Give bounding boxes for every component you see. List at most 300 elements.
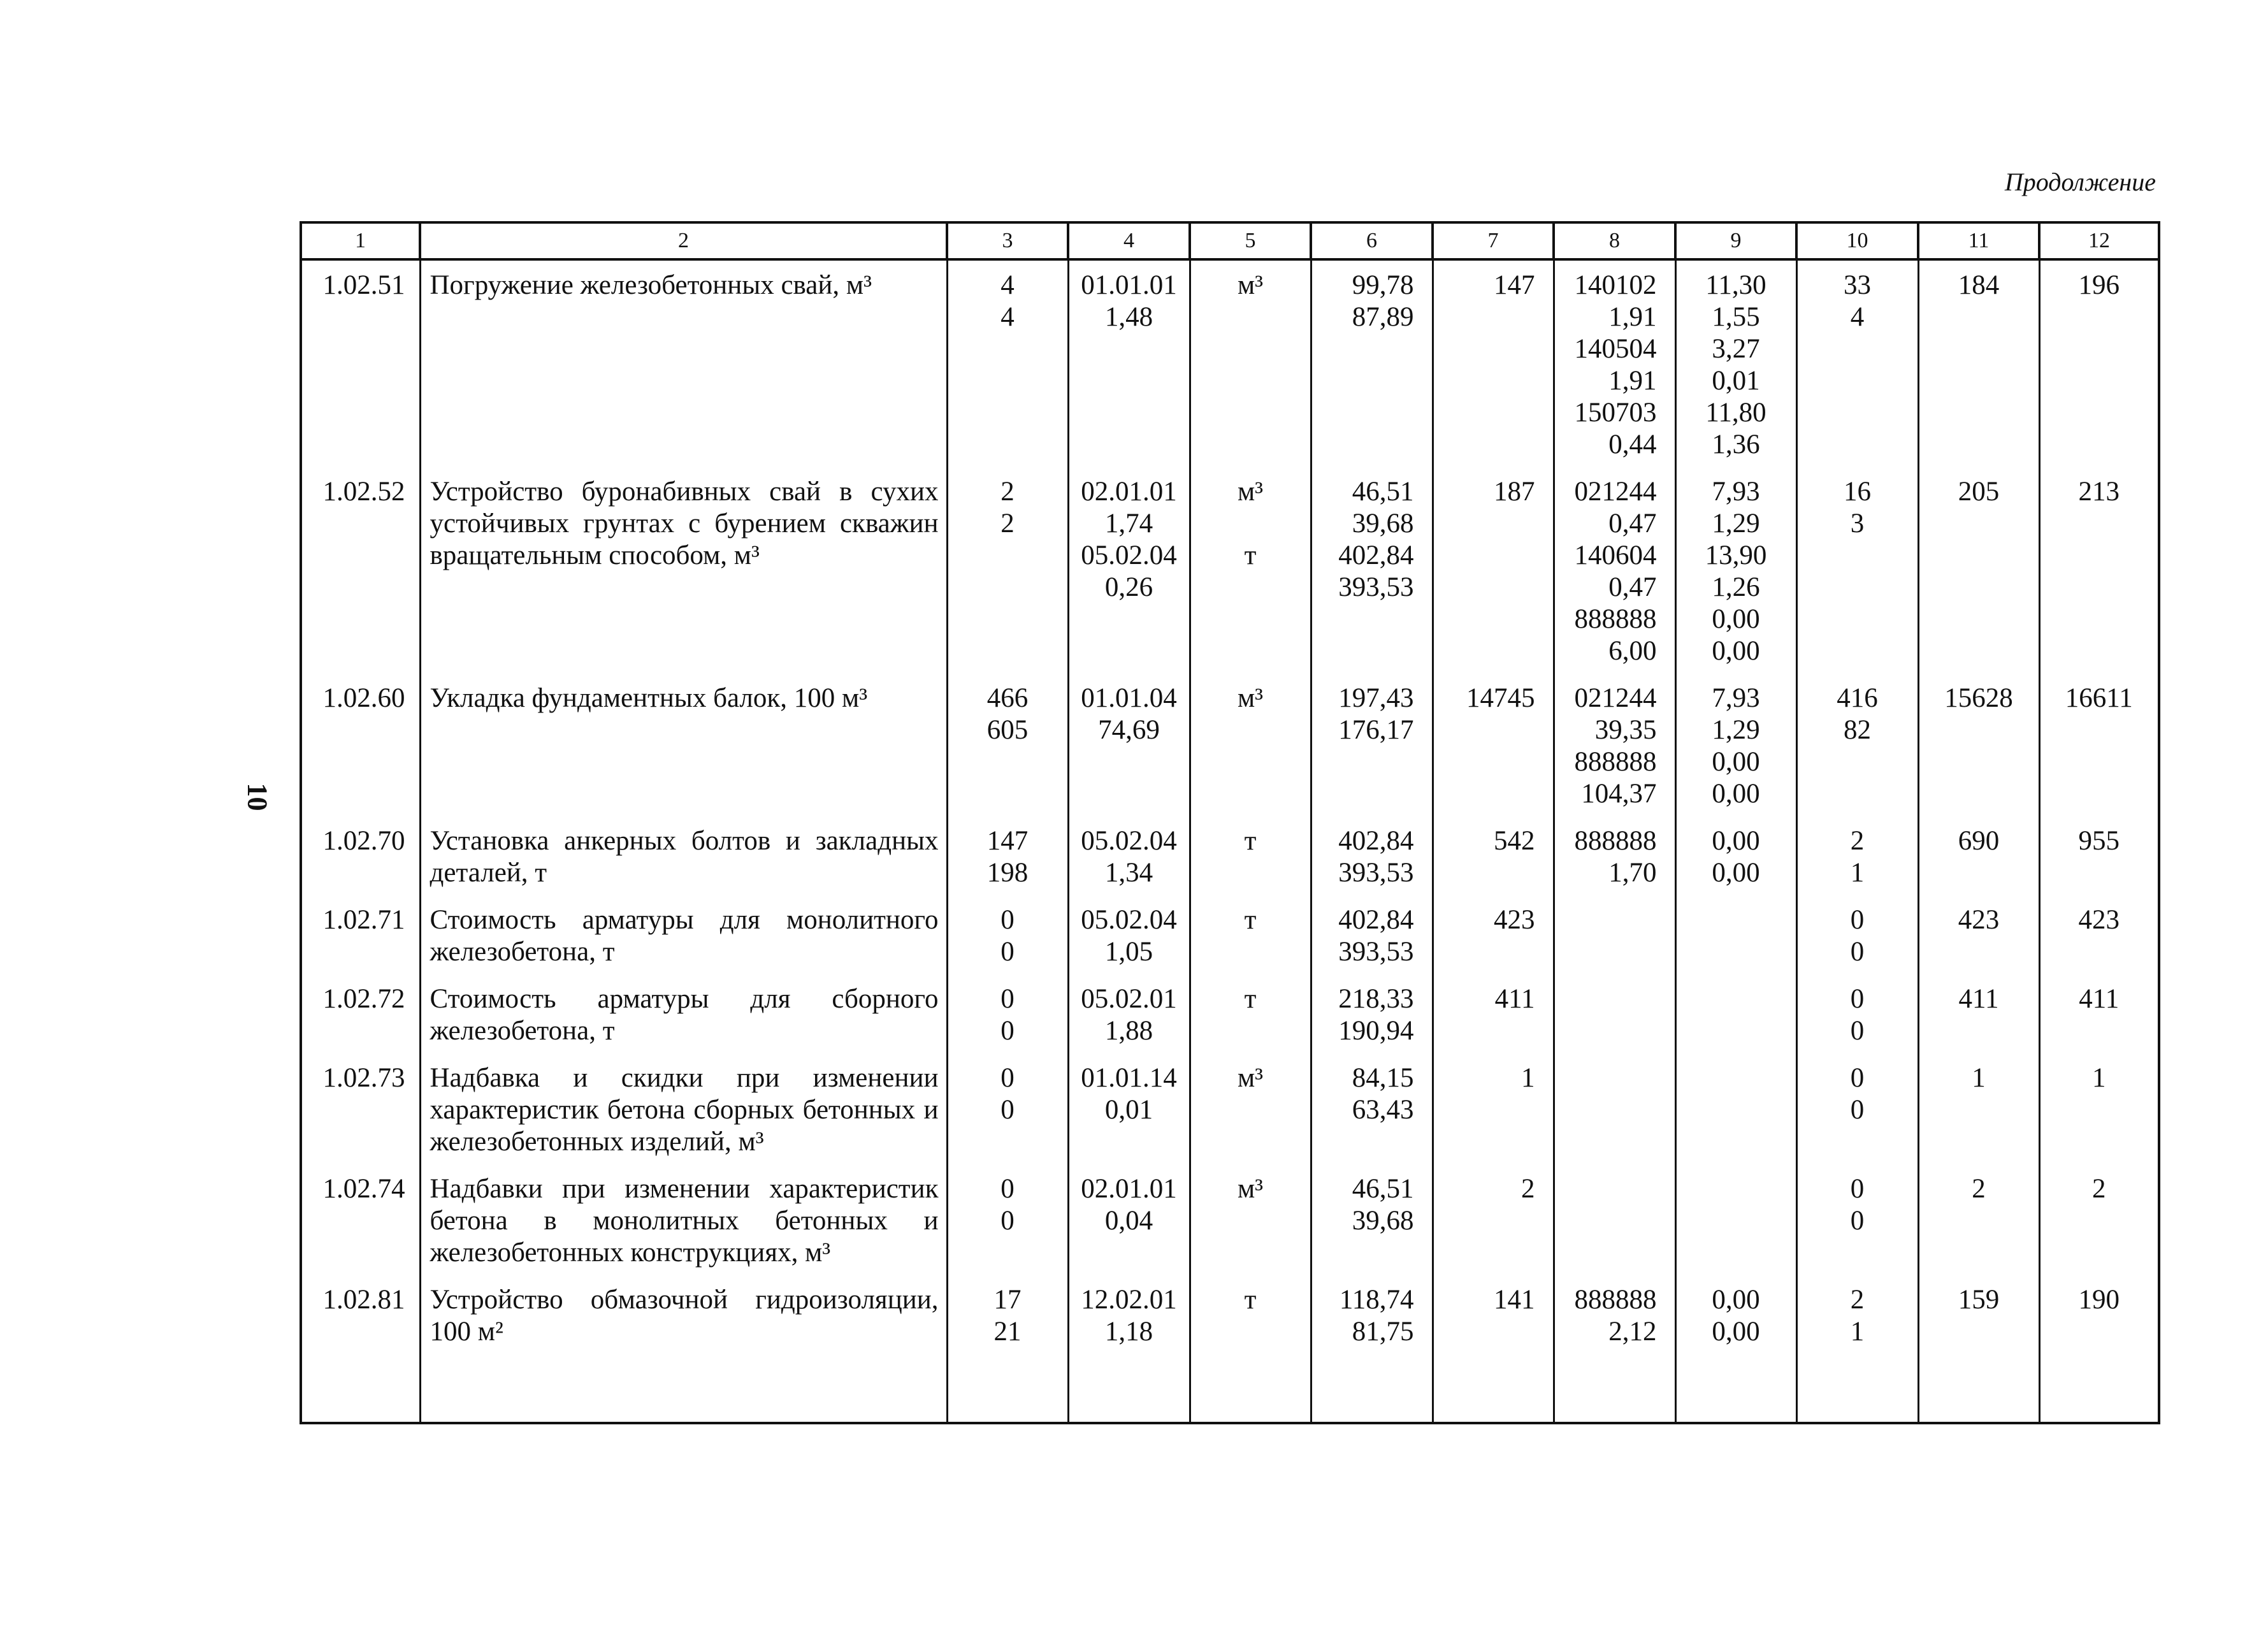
cell-line: 147 (986, 826, 1029, 856)
cell-col8 (1554, 259, 1675, 470)
cell-line: 2 (1000, 477, 1015, 507)
cell-line: 416 (1837, 683, 1878, 713)
cell-col3 (947, 1167, 1068, 1278)
cell-code: 1.02.71 (301, 898, 420, 977)
cell-line: 1,26 (1712, 572, 1760, 602)
cell-line: 4 (1000, 302, 1015, 332)
cell-line: 213 (2078, 477, 2120, 507)
cell-col11 (1918, 1278, 2039, 1357)
cell-line: 190 (2078, 1285, 2120, 1315)
empty-cell (1433, 1357, 1554, 1423)
cell-line: 0 (1000, 1016, 1015, 1046)
empty-cell (1796, 1357, 1918, 1423)
cell-line: 1,05 (1104, 937, 1153, 967)
cell-col7 (1433, 1278, 1554, 1357)
cell-col9 (1675, 259, 1796, 470)
cell-line (1191, 508, 1310, 540)
empty-cell (947, 1357, 1068, 1423)
cell-col6 (1311, 676, 1433, 819)
cell-line: 11,80 (1705, 398, 1766, 428)
cell-line: 0,00 (1712, 858, 1760, 888)
column-header: 8 (1554, 222, 1675, 259)
cell-line: 17 (993, 1285, 1022, 1315)
cell-col10 (1796, 898, 1918, 977)
cell-col10 (1796, 470, 1918, 676)
cell-line: 01.01.04 (1081, 683, 1177, 713)
cell-col6 (1311, 470, 1433, 676)
cell-col7 (1433, 1167, 1554, 1278)
cell-col9 (1675, 819, 1796, 898)
cell-col6 (1311, 819, 1433, 898)
cell-line: 0 (1850, 1063, 1865, 1093)
cell-line: 4 (1000, 270, 1015, 300)
cell-line: 1,70 (1608, 858, 1657, 888)
cell-line: 0 (1850, 905, 1865, 935)
cell-line: 118,74 (1339, 1285, 1414, 1315)
cell-col11 (1918, 676, 2039, 819)
cell-line: 205 (1958, 477, 2000, 507)
cell-line: 2 (1000, 509, 1015, 539)
cell-line: т (1244, 905, 1257, 935)
cell-code: 1.02.72 (301, 977, 420, 1056)
cell-col4 (1068, 1278, 1190, 1357)
cell-col9 (1675, 470, 1796, 676)
cell-line: 2 (1521, 1174, 1535, 1204)
cell-col10 (1796, 1278, 1918, 1357)
cell-line: 16611 (2065, 683, 2133, 713)
cell-line: 423 (2078, 905, 2120, 935)
cell-col9 (1675, 1056, 1796, 1167)
cell-line: 0 (1850, 1206, 1865, 1236)
cell-line: 159 (1958, 1285, 2000, 1315)
cell-line: 14745 (1466, 683, 1535, 713)
cell-line: м³ (1237, 270, 1264, 300)
cell-col10 (1796, 977, 1918, 1056)
cell-line: 4 (1850, 302, 1865, 332)
cell-col3 (947, 676, 1068, 819)
cell-col12 (2039, 1056, 2159, 1167)
cell-line: 7,93 (1712, 683, 1760, 713)
cell-col3 (947, 470, 1068, 676)
cell-line: 7,93 (1712, 477, 1760, 507)
cell-line: 141 (1494, 1285, 1535, 1315)
cell-line: 05.02.01 (1081, 984, 1177, 1014)
cell-line: 2,12 (1608, 1317, 1657, 1347)
cell-col12 (2039, 259, 2159, 470)
cell-line: 423 (1958, 905, 2000, 935)
cell-line: 33 (1844, 270, 1871, 300)
cell-line: 147 (1494, 270, 1535, 300)
cell-line: 0 (1000, 937, 1015, 967)
cell-line: 0,00 (1712, 779, 1760, 809)
cell-line: 690 (1958, 826, 2000, 856)
cell-col3 (947, 898, 1068, 977)
cell-col11 (1918, 1167, 2039, 1278)
cell-line: 39,68 (1352, 1206, 1414, 1236)
cell-line: 0 (1000, 905, 1015, 935)
cell-line: 1 (1850, 858, 1865, 888)
cell-col9 (1675, 977, 1796, 1056)
cell-line: 0,01 (1712, 366, 1760, 396)
table-row (301, 898, 2159, 977)
cell-line: 05.02.04 (1081, 540, 1177, 570)
cell-col7 (1433, 676, 1554, 819)
cell-col12 (2039, 898, 2159, 977)
column-header: 7 (1433, 222, 1554, 259)
column-header: 1 (301, 222, 420, 259)
cell-line: 2 (2092, 1174, 2106, 1204)
cell-line: 402,84 (1338, 905, 1414, 935)
cell-line: 0,04 (1104, 1206, 1153, 1236)
cell-col4 (1068, 1056, 1190, 1167)
cell-line: 0 (1000, 1206, 1015, 1236)
cell-line: 198 (986, 858, 1029, 888)
cell-line: 0 (1850, 1174, 1865, 1204)
cell-line: 1,34 (1104, 858, 1153, 888)
cell-col8 (1554, 1167, 1675, 1278)
table-row (301, 470, 2159, 676)
cell-col9 (1675, 898, 1796, 977)
cell-col8 (1554, 676, 1675, 819)
continuation-label: Продолжение (2004, 168, 2156, 196)
column-header: 10 (1796, 222, 1918, 259)
cell-line: 46,51 (1352, 477, 1414, 507)
estimate-table (300, 221, 2160, 1424)
cell-line: м³ (1237, 477, 1264, 507)
cell-line: 2 (1850, 826, 1865, 856)
cell-line: 0,44 (1608, 430, 1657, 459)
cell-line: 39,68 (1352, 509, 1414, 539)
cell-line: 2 (1850, 1285, 1865, 1315)
cell-line: 87,89 (1352, 302, 1414, 332)
cell-line: 1,48 (1104, 302, 1153, 332)
cell-line: 0,47 (1608, 509, 1657, 539)
cell-col12 (2039, 676, 2159, 819)
cell-line: 176,17 (1338, 715, 1414, 745)
cell-line: 888888 (1574, 826, 1657, 856)
cell-col4 (1068, 676, 1190, 819)
cell-line: 63,43 (1352, 1095, 1414, 1125)
cell-work-name: Укладка фундаментных балок, 100 м³ (420, 676, 947, 819)
cell-col4 (1068, 1167, 1190, 1278)
cell-code: 1.02.74 (301, 1167, 420, 1278)
cell-line: 0 (1000, 1095, 1015, 1125)
page-number: 10 (242, 783, 273, 811)
cell-work-name: Погружение железобетонных свай, м³ (420, 259, 947, 470)
cell-unit (1190, 470, 1311, 676)
cell-col12 (2039, 470, 2159, 676)
cell-line: 0 (1000, 1174, 1015, 1204)
cell-work-name: Устройство обмазочной гидроизоляции, 100 м² (420, 1278, 947, 1357)
cell-col6 (1311, 1056, 1433, 1167)
table-row (301, 977, 2159, 1056)
cell-line: 99,78 (1352, 270, 1414, 300)
cell-line: 888888 (1574, 604, 1657, 634)
cell-col7 (1433, 977, 1554, 1056)
cell-line: 0 (1850, 1016, 1865, 1046)
cell-col8 (1554, 819, 1675, 898)
cell-col4 (1068, 259, 1190, 470)
cell-col7 (1433, 1056, 1554, 1167)
cell-line: 402,84 (1338, 826, 1414, 856)
cell-col8 (1554, 470, 1675, 676)
cell-line: 0,00 (1712, 1317, 1760, 1347)
cell-col3 (947, 977, 1068, 1056)
cell-code: 1.02.51 (301, 259, 420, 470)
cell-col7 (1433, 819, 1554, 898)
cell-col10 (1796, 259, 1918, 470)
cell-line: 140504 (1574, 334, 1657, 364)
cell-line: 021244 (1574, 477, 1657, 507)
empty-cell (1068, 1357, 1190, 1423)
cell-work-name: Устройство буронабивных свай в сухих устойчивых грунтах с бурением скважин вращательным способом, м³ (420, 470, 947, 676)
cell-col8 (1554, 1278, 1675, 1357)
cell-line: м³ (1237, 1063, 1264, 1093)
table-row (301, 819, 2159, 898)
cell-col6 (1311, 259, 1433, 470)
cell-col8 (1554, 898, 1675, 977)
cell-col8 (1554, 977, 1675, 1056)
cell-line: 955 (2078, 826, 2120, 856)
cell-line: 01.01.14 (1081, 1063, 1177, 1093)
table-row (301, 1278, 2159, 1357)
cell-line: 1,55 (1712, 302, 1760, 332)
cell-col11 (1918, 898, 2039, 977)
empty-cell (1311, 1357, 1433, 1423)
cell-line: 411 (1494, 984, 1535, 1014)
cell-line: 74,69 (1098, 715, 1160, 745)
cell-col7 (1433, 259, 1554, 470)
cell-line: 81,75 (1352, 1317, 1414, 1347)
cell-line: т (1244, 826, 1257, 856)
cell-col11 (1918, 259, 2039, 470)
column-number-row (301, 222, 2159, 259)
cell-line: 15628 (1944, 683, 2013, 713)
cell-line: 402,84 (1338, 540, 1414, 570)
cell-line: 1 (1521, 1063, 1535, 1093)
cell-line: 184 (1958, 270, 2000, 300)
cell-line: 05.02.04 (1081, 826, 1177, 856)
cell-line: 187 (1494, 477, 1535, 507)
column-header: 4 (1068, 222, 1190, 259)
cell-line: 0 (1000, 984, 1015, 1014)
cell-line: 0 (1850, 937, 1865, 967)
cell-col10 (1796, 1167, 1918, 1278)
cell-line: т (1244, 540, 1257, 570)
cell-col11 (1918, 819, 2039, 898)
cell-line: 21 (993, 1317, 1022, 1347)
cell-work-name: Надбавка и скидки при изменении характеристик бетона сборных бетонных и железобетонных изделий, м³ (420, 1056, 947, 1167)
cell-unit (1190, 819, 1311, 898)
cell-line: м³ (1237, 683, 1264, 713)
cell-line: т (1244, 1285, 1257, 1315)
cell-work-name: Стоимость арматуры для сборного железобетона, т (420, 977, 947, 1056)
cell-code: 1.02.52 (301, 470, 420, 676)
cell-line: 888888 (1574, 747, 1657, 777)
cell-col6 (1311, 898, 1433, 977)
cell-line: 140102 (1574, 270, 1657, 300)
cell-line: 3 (1850, 509, 1865, 539)
cell-line: 1 (1972, 1063, 1986, 1093)
cell-col4 (1068, 819, 1190, 898)
cell-unit (1190, 676, 1311, 819)
cell-line: 1,88 (1104, 1016, 1153, 1046)
cell-unit (1190, 259, 1311, 470)
cell-line: 542 (1494, 826, 1535, 856)
cell-line: 1,91 (1608, 366, 1657, 396)
cell-col10 (1796, 1056, 1918, 1167)
cell-col9 (1675, 676, 1796, 819)
cell-line: 888888 (1574, 1285, 1657, 1315)
cell-line: 0,00 (1712, 636, 1760, 666)
cell-line: 39,35 (1594, 715, 1657, 745)
empty-cell (1675, 1357, 1796, 1423)
cell-col3 (947, 259, 1068, 470)
cell-line: 466 (986, 683, 1029, 713)
cell-unit (1190, 1278, 1311, 1357)
cell-col11 (1918, 470, 2039, 676)
cell-line: т (1244, 984, 1257, 1014)
cell-line: 1,74 (1104, 509, 1153, 539)
cell-col6 (1311, 1167, 1433, 1278)
cell-work-name: Стоимость арматуры для монолитного железобетона, т (420, 898, 947, 977)
cell-line: 05.02.04 (1081, 905, 1177, 935)
cell-line: 6,00 (1608, 636, 1657, 666)
cell-col11 (1918, 1056, 2039, 1167)
cell-work-name: Надбавки при изменении характеристик бетона в монолитных бетонных и железобетонных конструкциях, м³ (420, 1167, 947, 1278)
cell-col7 (1433, 898, 1554, 977)
empty-cell (1190, 1357, 1311, 1423)
cell-line: 01.01.01 (1081, 270, 1177, 300)
empty-cell (1554, 1357, 1675, 1423)
cell-line: 1,18 (1104, 1317, 1153, 1347)
cell-col10 (1796, 819, 1918, 898)
cell-line: 0,00 (1712, 747, 1760, 777)
cell-col6 (1311, 977, 1433, 1056)
cell-code: 1.02.70 (301, 819, 420, 898)
cell-col11 (1918, 977, 2039, 1056)
cell-unit (1190, 1056, 1311, 1167)
cell-line: 423 (1494, 905, 1535, 935)
cell-line: 218,33 (1338, 984, 1414, 1014)
cell-unit (1190, 1167, 1311, 1278)
cell-line: 11,30 (1705, 270, 1766, 300)
column-header: 5 (1190, 222, 1311, 259)
cell-line: 1 (2092, 1063, 2106, 1093)
cell-line: 1 (1850, 1317, 1865, 1347)
cell-line: 84,15 (1352, 1063, 1414, 1093)
cell-line: 0,00 (1712, 826, 1760, 856)
cell-line: 1,91 (1608, 302, 1657, 332)
cell-col3 (947, 819, 1068, 898)
cell-line: 12.02.01 (1081, 1285, 1177, 1315)
cell-line: 3,27 (1712, 334, 1760, 364)
cell-line: 104,37 (1581, 779, 1657, 809)
cell-line: 140604 (1574, 540, 1657, 570)
empty-cell (420, 1357, 947, 1423)
cell-line: м³ (1237, 1174, 1264, 1204)
cell-line: 021244 (1574, 683, 1657, 713)
cell-line: 0,00 (1712, 1285, 1760, 1315)
cell-line: 393,53 (1338, 858, 1414, 888)
table-row (301, 259, 2159, 470)
cell-line: 1,36 (1712, 430, 1760, 459)
cell-line: 196 (2078, 270, 2120, 300)
cell-line: 150703 (1574, 398, 1657, 428)
cell-line: 02.01.01 (1081, 477, 1177, 507)
cell-col12 (2039, 819, 2159, 898)
cell-col12 (2039, 1278, 2159, 1357)
cell-col4 (1068, 898, 1190, 977)
cell-unit (1190, 898, 1311, 977)
cell-code: 1.02.73 (301, 1056, 420, 1167)
cell-col9 (1675, 1278, 1796, 1357)
table-row (301, 1167, 2159, 1278)
cell-col3 (947, 1056, 1068, 1167)
table-row (301, 1056, 2159, 1167)
cell-code: 1.02.81 (301, 1278, 420, 1357)
cell-line: 197,43 (1338, 683, 1414, 713)
cell-code: 1.02.60 (301, 676, 420, 819)
column-header: 11 (1918, 222, 2039, 259)
column-header: 9 (1675, 222, 1796, 259)
cell-line: 46,51 (1352, 1174, 1414, 1204)
cell-line: 02.01.01 (1081, 1174, 1177, 1204)
empty-row (301, 1357, 2159, 1423)
column-header: 2 (420, 222, 947, 259)
cell-line: 411 (1958, 984, 1999, 1014)
cell-line: 0 (1850, 1095, 1865, 1125)
cell-line: 0,26 (1104, 572, 1153, 602)
cell-line: 1,29 (1712, 715, 1760, 745)
column-header: 6 (1311, 222, 1433, 259)
cell-line: 13,90 (1705, 540, 1767, 570)
cell-line: 1,29 (1712, 509, 1760, 539)
cell-line: 0 (1000, 1063, 1015, 1093)
table-row (301, 676, 2159, 819)
cell-col6 (1311, 1278, 1433, 1357)
cell-line: 0 (1850, 984, 1865, 1014)
cell-line: 393,53 (1338, 572, 1414, 602)
cell-col4 (1068, 470, 1190, 676)
cell-col10 (1796, 676, 1918, 819)
cell-line: 0,01 (1104, 1095, 1153, 1125)
empty-cell (2039, 1357, 2159, 1423)
cell-line: 190,94 (1338, 1016, 1414, 1046)
column-header: 3 (947, 222, 1068, 259)
cell-line: 0,47 (1608, 572, 1657, 602)
cell-col3 (947, 1278, 1068, 1357)
empty-cell (1918, 1357, 2039, 1423)
cell-col9 (1675, 1167, 1796, 1278)
cell-line: 393,53 (1338, 937, 1414, 967)
cell-line: 0,00 (1712, 604, 1760, 634)
cell-col12 (2039, 1167, 2159, 1278)
cell-line: 411 (2079, 984, 2120, 1014)
empty-cell (301, 1357, 420, 1423)
cell-col4 (1068, 977, 1190, 1056)
cell-line: 605 (986, 715, 1029, 745)
cell-line: 82 (1844, 715, 1871, 745)
cell-col7 (1433, 470, 1554, 676)
cell-work-name: Установка анкерных болтов и закладных деталей, т (420, 819, 947, 898)
cell-unit (1190, 977, 1311, 1056)
column-header: 12 (2039, 222, 2159, 259)
cell-line: 2 (1972, 1174, 1986, 1204)
cell-col8 (1554, 1056, 1675, 1167)
cell-line: 16 (1844, 477, 1871, 507)
cell-col12 (2039, 977, 2159, 1056)
